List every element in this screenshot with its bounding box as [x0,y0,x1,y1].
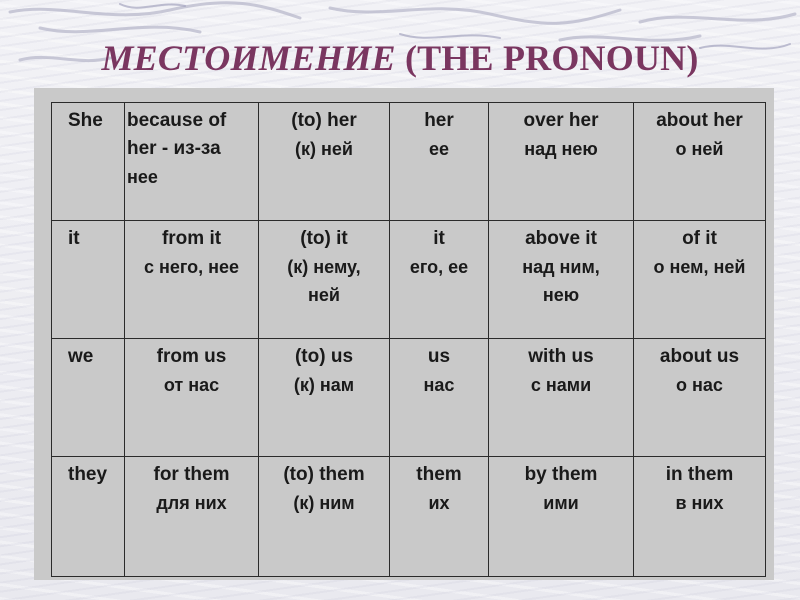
table-cell: (to) it (к) нему, ней [259,221,390,339]
table-row-she [52,103,766,221]
slide-title [0,36,800,80]
table-cell: it [52,221,125,339]
table-cell: above it над ним, нею [489,221,634,339]
table-cell: (to) her (к) ней [259,103,390,221]
table-cell: in them в них [634,457,766,577]
table-cell: from us от нас [125,339,259,457]
table-cell: She [52,103,125,221]
table-row-it [52,221,766,339]
table-row-they [52,457,766,577]
table-cell: about her о ней [634,103,766,221]
table-cell: (to) us (к) нам [259,339,390,457]
table-cell: we [52,339,125,457]
table-cell: because of her - из-за нее [125,103,259,221]
table-cell: it его, ее [390,221,489,339]
table-cell: they [52,457,125,577]
title-english: (THE PRONOUN) [404,38,699,78]
table-cell: from it с него, нее [125,221,259,339]
pronoun-table [51,102,766,577]
table-cell: her ее [390,103,489,221]
title-russian: МЕСТОИМЕНИЕ [101,38,396,78]
table-cell: for them для них [125,457,259,577]
table-cell: by them ими [489,457,634,577]
table-cell: them их [390,457,489,577]
table-cell: over her над нею [489,103,634,221]
table-cell: us нас [390,339,489,457]
table-row-we [52,339,766,457]
table-cell: about us о нас [634,339,766,457]
table-cell: (to) them (к) ним [259,457,390,577]
table-cell: with us с нами [489,339,634,457]
table-cell: of it о нем, ней [634,221,766,339]
table-frame [34,88,774,580]
